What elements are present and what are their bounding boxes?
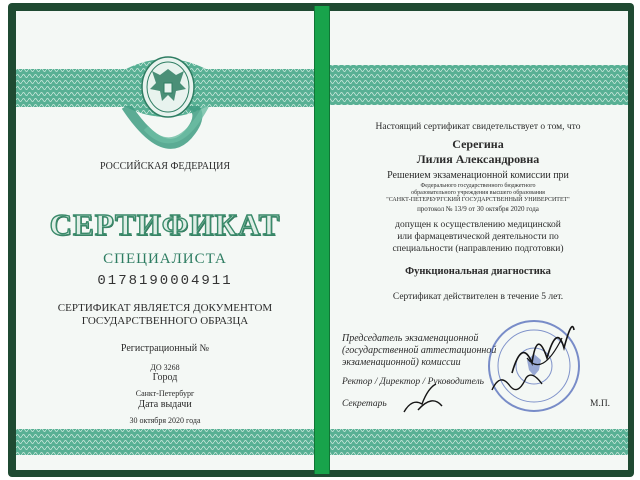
- registration-value: ДО 3268: [150, 363, 180, 372]
- rector-signature-icon: [488, 368, 548, 398]
- guilloche-band-right-top: [328, 55, 628, 115]
- certificate-title: СЕРТИФИКАТ: [49, 207, 281, 242]
- specialty-name: Функциональная диагностика: [405, 266, 551, 277]
- registration-label: Регистрационный №: [120, 343, 210, 354]
- city-value: Санкт-Петербург: [135, 389, 195, 398]
- chair-line-3: экзаменационной) комиссии: [342, 357, 461, 368]
- holder-surname: Серегина: [452, 137, 504, 151]
- decision-text: Решением экзаменационной комиссии при: [387, 170, 569, 181]
- secretary-label: Секретарь: [342, 399, 387, 409]
- issue-date-label: Дата выдачи: [138, 399, 192, 410]
- org-line-2: образовательного учреждения высшего образования: [411, 190, 545, 196]
- bookmark-ribbon: [314, 6, 330, 474]
- rector-label: Ректор / Директор / Руководитель: [342, 377, 484, 387]
- certificate-subtitle: СПЕЦИАЛИСТА: [103, 251, 227, 267]
- city-label: Город: [152, 372, 178, 383]
- protocol-text: протокол № 13/9 от 30 октября 2020 года: [417, 205, 539, 213]
- certificate-left-page: [16, 11, 314, 470]
- guilloche-band-right-bottom: [328, 427, 628, 457]
- intro-text: Настоящий сертификат свидетельствует о том, что: [375, 122, 581, 132]
- org-line-1: Федерального государственного бюджетного: [420, 183, 536, 189]
- secretary-signature-icon: [398, 380, 448, 420]
- issue-date-value: 30 октября 2020 года: [129, 416, 201, 425]
- chair-line-1: Председатель экзаменационной: [342, 333, 479, 344]
- validity-text: Сертификат действителен в течение 5 лет.: [392, 292, 564, 302]
- admission-line-1: допущен к осуществлению медицинской: [395, 220, 561, 230]
- statement-line-1: СЕРТИФИКАТ ЯВЛЯЕТСЯ ДОКУМЕНТОМ: [57, 302, 273, 314]
- certificate-number: 0178190004911: [97, 273, 233, 289]
- admission-line-3: специальности (направлению подготовки): [392, 244, 564, 254]
- coat-of-arms-icon: [140, 55, 196, 119]
- guilloche-band-bottom: [16, 427, 314, 457]
- chair-line-2: (государственной аттестационной: [342, 345, 497, 356]
- admission-line-2: или фармацевтической деятельности по: [397, 232, 559, 242]
- statement-line-2: ГОСУДАРСТВЕННОГО ОБРАЗЦА: [81, 315, 249, 327]
- org-line-3: "САНКТ-ПЕТЕРБУРГСКИЙ ГОСУДАРСТВЕННЫЙ УНИВЕРСИТЕТ": [386, 197, 570, 203]
- seal-place-label: М.П.: [590, 399, 611, 409]
- holder-name: Лилия Александровна: [416, 152, 540, 166]
- certificate-right-page: [328, 11, 628, 470]
- country-name: РОССИЙСКАЯ ФЕДЕРАЦИЯ: [99, 161, 231, 172]
